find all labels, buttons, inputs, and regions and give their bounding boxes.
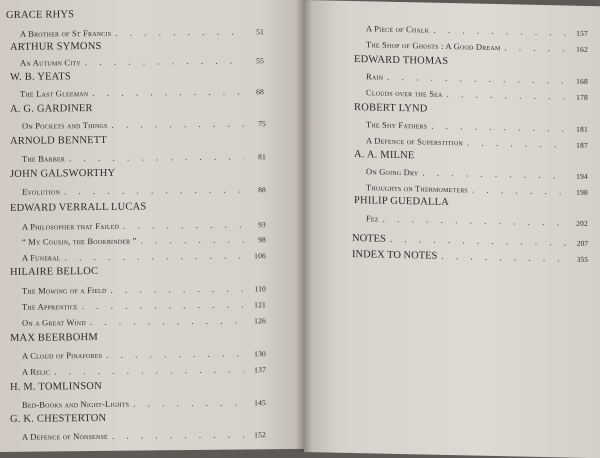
entry-title: Thoughts on Thermometers xyxy=(366,182,468,195)
entry-page: 130 xyxy=(254,349,266,359)
contents-entry xyxy=(366,166,588,181)
leader-dots xyxy=(390,234,566,248)
author-heading: MAX BEERBOHM xyxy=(10,331,98,344)
contents-entry xyxy=(22,151,266,164)
author-heading: EDWARD THOMAS xyxy=(354,54,449,68)
entry-page: 126 xyxy=(254,316,266,326)
entry-title: Clouds over the Sea xyxy=(366,87,443,99)
contents-entry xyxy=(22,219,266,232)
leader-dots xyxy=(115,26,242,37)
entry-title: A Defence of Superstition xyxy=(366,135,463,148)
leader-dots xyxy=(422,167,566,180)
entry-title: The Last Gleeman xyxy=(20,88,89,99)
leader-dots xyxy=(64,184,244,196)
leader-dots xyxy=(92,86,242,98)
entry-page: 81 xyxy=(258,152,266,162)
entry-page: 121 xyxy=(254,300,266,310)
entry-title: The Shy Fathers xyxy=(366,119,428,131)
leader-dots xyxy=(111,283,245,294)
leader-dots xyxy=(106,348,244,359)
author-heading: PHILIP GUEDALLA xyxy=(354,195,450,209)
contents-entry xyxy=(22,118,266,131)
entry-title: The Shop of Ghosts : A Good Dream xyxy=(366,39,501,53)
leader-dots xyxy=(54,364,244,376)
author-heading: W. B. YEATS xyxy=(10,71,71,83)
contents-entry xyxy=(22,283,266,296)
author-heading: G. K. CHESTERTON xyxy=(10,412,107,425)
entry-title: A Relic xyxy=(22,366,51,377)
author-heading: H. M. TOMLINSON xyxy=(10,380,102,393)
entry-title: A Defence of Nonsense xyxy=(22,430,108,442)
entry-title: An Autumn City xyxy=(20,57,81,68)
contents-entry xyxy=(366,87,588,102)
leader-dots xyxy=(112,429,244,440)
index-label: INDEX TO NOTES xyxy=(352,249,438,262)
contents-entry xyxy=(22,397,266,410)
author-heading: A. G. GARDINER xyxy=(10,103,93,115)
contents-entry xyxy=(22,184,266,197)
entry-title: A Cloud of Pinafores xyxy=(22,349,103,361)
contents-entry xyxy=(22,250,266,263)
leader-dots xyxy=(383,214,566,228)
entry-title: On Going Dry xyxy=(366,166,419,178)
leader-dots xyxy=(69,151,244,163)
author-heading: ARNOLD BENNETT xyxy=(10,134,107,147)
author-heading: GRACE RHYS xyxy=(6,9,75,21)
entry-page: 168 xyxy=(576,76,588,86)
entry-page: 157 xyxy=(576,28,588,38)
contents-entry xyxy=(20,55,264,68)
entry-page: 55 xyxy=(256,56,264,66)
contents-entry xyxy=(22,429,266,442)
leader-dots xyxy=(387,72,566,86)
leader-dots xyxy=(431,121,566,134)
contents-entry xyxy=(366,71,588,86)
entry-page: 178 xyxy=(576,92,588,102)
entry-page: 181 xyxy=(576,124,588,134)
entry-title: A Philosopher that Failed xyxy=(22,220,120,232)
notes-entry xyxy=(352,233,588,249)
author-heading: HILAIRE BELLOC xyxy=(10,265,99,278)
entry-title: A Piece of Chalk xyxy=(366,23,430,35)
entry-title: On Pockets and Things xyxy=(22,119,108,131)
entry-page: 202 xyxy=(576,218,588,228)
contents-entry xyxy=(366,39,588,54)
contents-entry xyxy=(366,23,588,38)
entry-title: The Mowing of a Field xyxy=(22,284,107,296)
entry-page: 152 xyxy=(254,430,266,440)
entry-title: A Brother of St Francis xyxy=(20,27,112,39)
entry-page: 187 xyxy=(576,140,588,150)
notes-page: 207 xyxy=(576,238,588,248)
contents-entry xyxy=(366,182,588,197)
entry-page: 110 xyxy=(254,284,266,294)
entry-title: Fez xyxy=(366,213,379,224)
entry-page: 68 xyxy=(256,87,264,97)
entry-title: The Barber xyxy=(22,153,65,164)
contents-entry xyxy=(20,86,264,99)
entry-title: On a Great Wind xyxy=(22,317,86,328)
entry-page: 145 xyxy=(254,398,266,408)
entry-title: The Apprentice xyxy=(22,301,78,312)
leader-dots xyxy=(441,251,566,264)
leader-dots xyxy=(123,219,244,230)
contents-entry xyxy=(20,26,264,39)
entry-title: A Funeral xyxy=(22,252,61,263)
entry-page: 51 xyxy=(256,27,264,37)
entry-title: Evolution xyxy=(22,186,60,197)
leader-dots xyxy=(447,89,566,102)
entry-page: 88 xyxy=(258,185,266,195)
contents-entry xyxy=(366,135,588,150)
entry-title: “ My Cousin, the Bookbinder ” xyxy=(22,235,137,247)
contents-entry xyxy=(22,315,266,328)
leader-dots xyxy=(85,55,242,67)
right-page xyxy=(304,0,600,458)
entry-page: 75 xyxy=(258,119,266,129)
leader-dots xyxy=(433,25,566,38)
leader-dots xyxy=(65,250,244,262)
entry-title: Rain xyxy=(366,71,384,82)
book-gutter xyxy=(296,0,312,452)
leader-dots xyxy=(141,234,244,245)
leader-dots xyxy=(111,118,244,129)
author-heading: A. A. MILNE xyxy=(354,149,415,162)
contents-entry xyxy=(22,364,266,377)
author-heading: JOHN GALSWORTHY xyxy=(10,167,116,180)
entry-page: 137 xyxy=(254,365,266,375)
leader-dots xyxy=(504,42,566,53)
leader-dots xyxy=(467,137,566,149)
leader-dots xyxy=(133,397,244,408)
entry-title: Bed-Books and Night-Lights xyxy=(22,398,130,410)
entry-page: 106 xyxy=(254,251,266,261)
author-heading: ARTHUR SYMONS xyxy=(10,40,102,53)
entry-page: 162 xyxy=(576,44,588,54)
notes-label: NOTES xyxy=(352,233,386,245)
author-heading: ROBERT LYND xyxy=(354,102,428,115)
index-entry xyxy=(352,249,588,265)
entry-page: 194 xyxy=(576,171,588,181)
contents-entry xyxy=(22,234,266,247)
leader-dots xyxy=(472,185,566,197)
entry-page: 98 xyxy=(258,235,266,245)
leader-dots xyxy=(82,299,244,311)
leader-dots xyxy=(90,315,244,327)
index-page: 355 xyxy=(576,254,588,264)
author-heading: EDWARD VERRALL LUCAS xyxy=(10,201,147,214)
contents-entry xyxy=(366,213,588,228)
contents-entry xyxy=(22,299,266,312)
entry-page: 198 xyxy=(576,187,588,197)
contents-entry xyxy=(22,348,266,361)
entry-page: 93 xyxy=(258,220,266,230)
contents-entry xyxy=(366,119,588,134)
